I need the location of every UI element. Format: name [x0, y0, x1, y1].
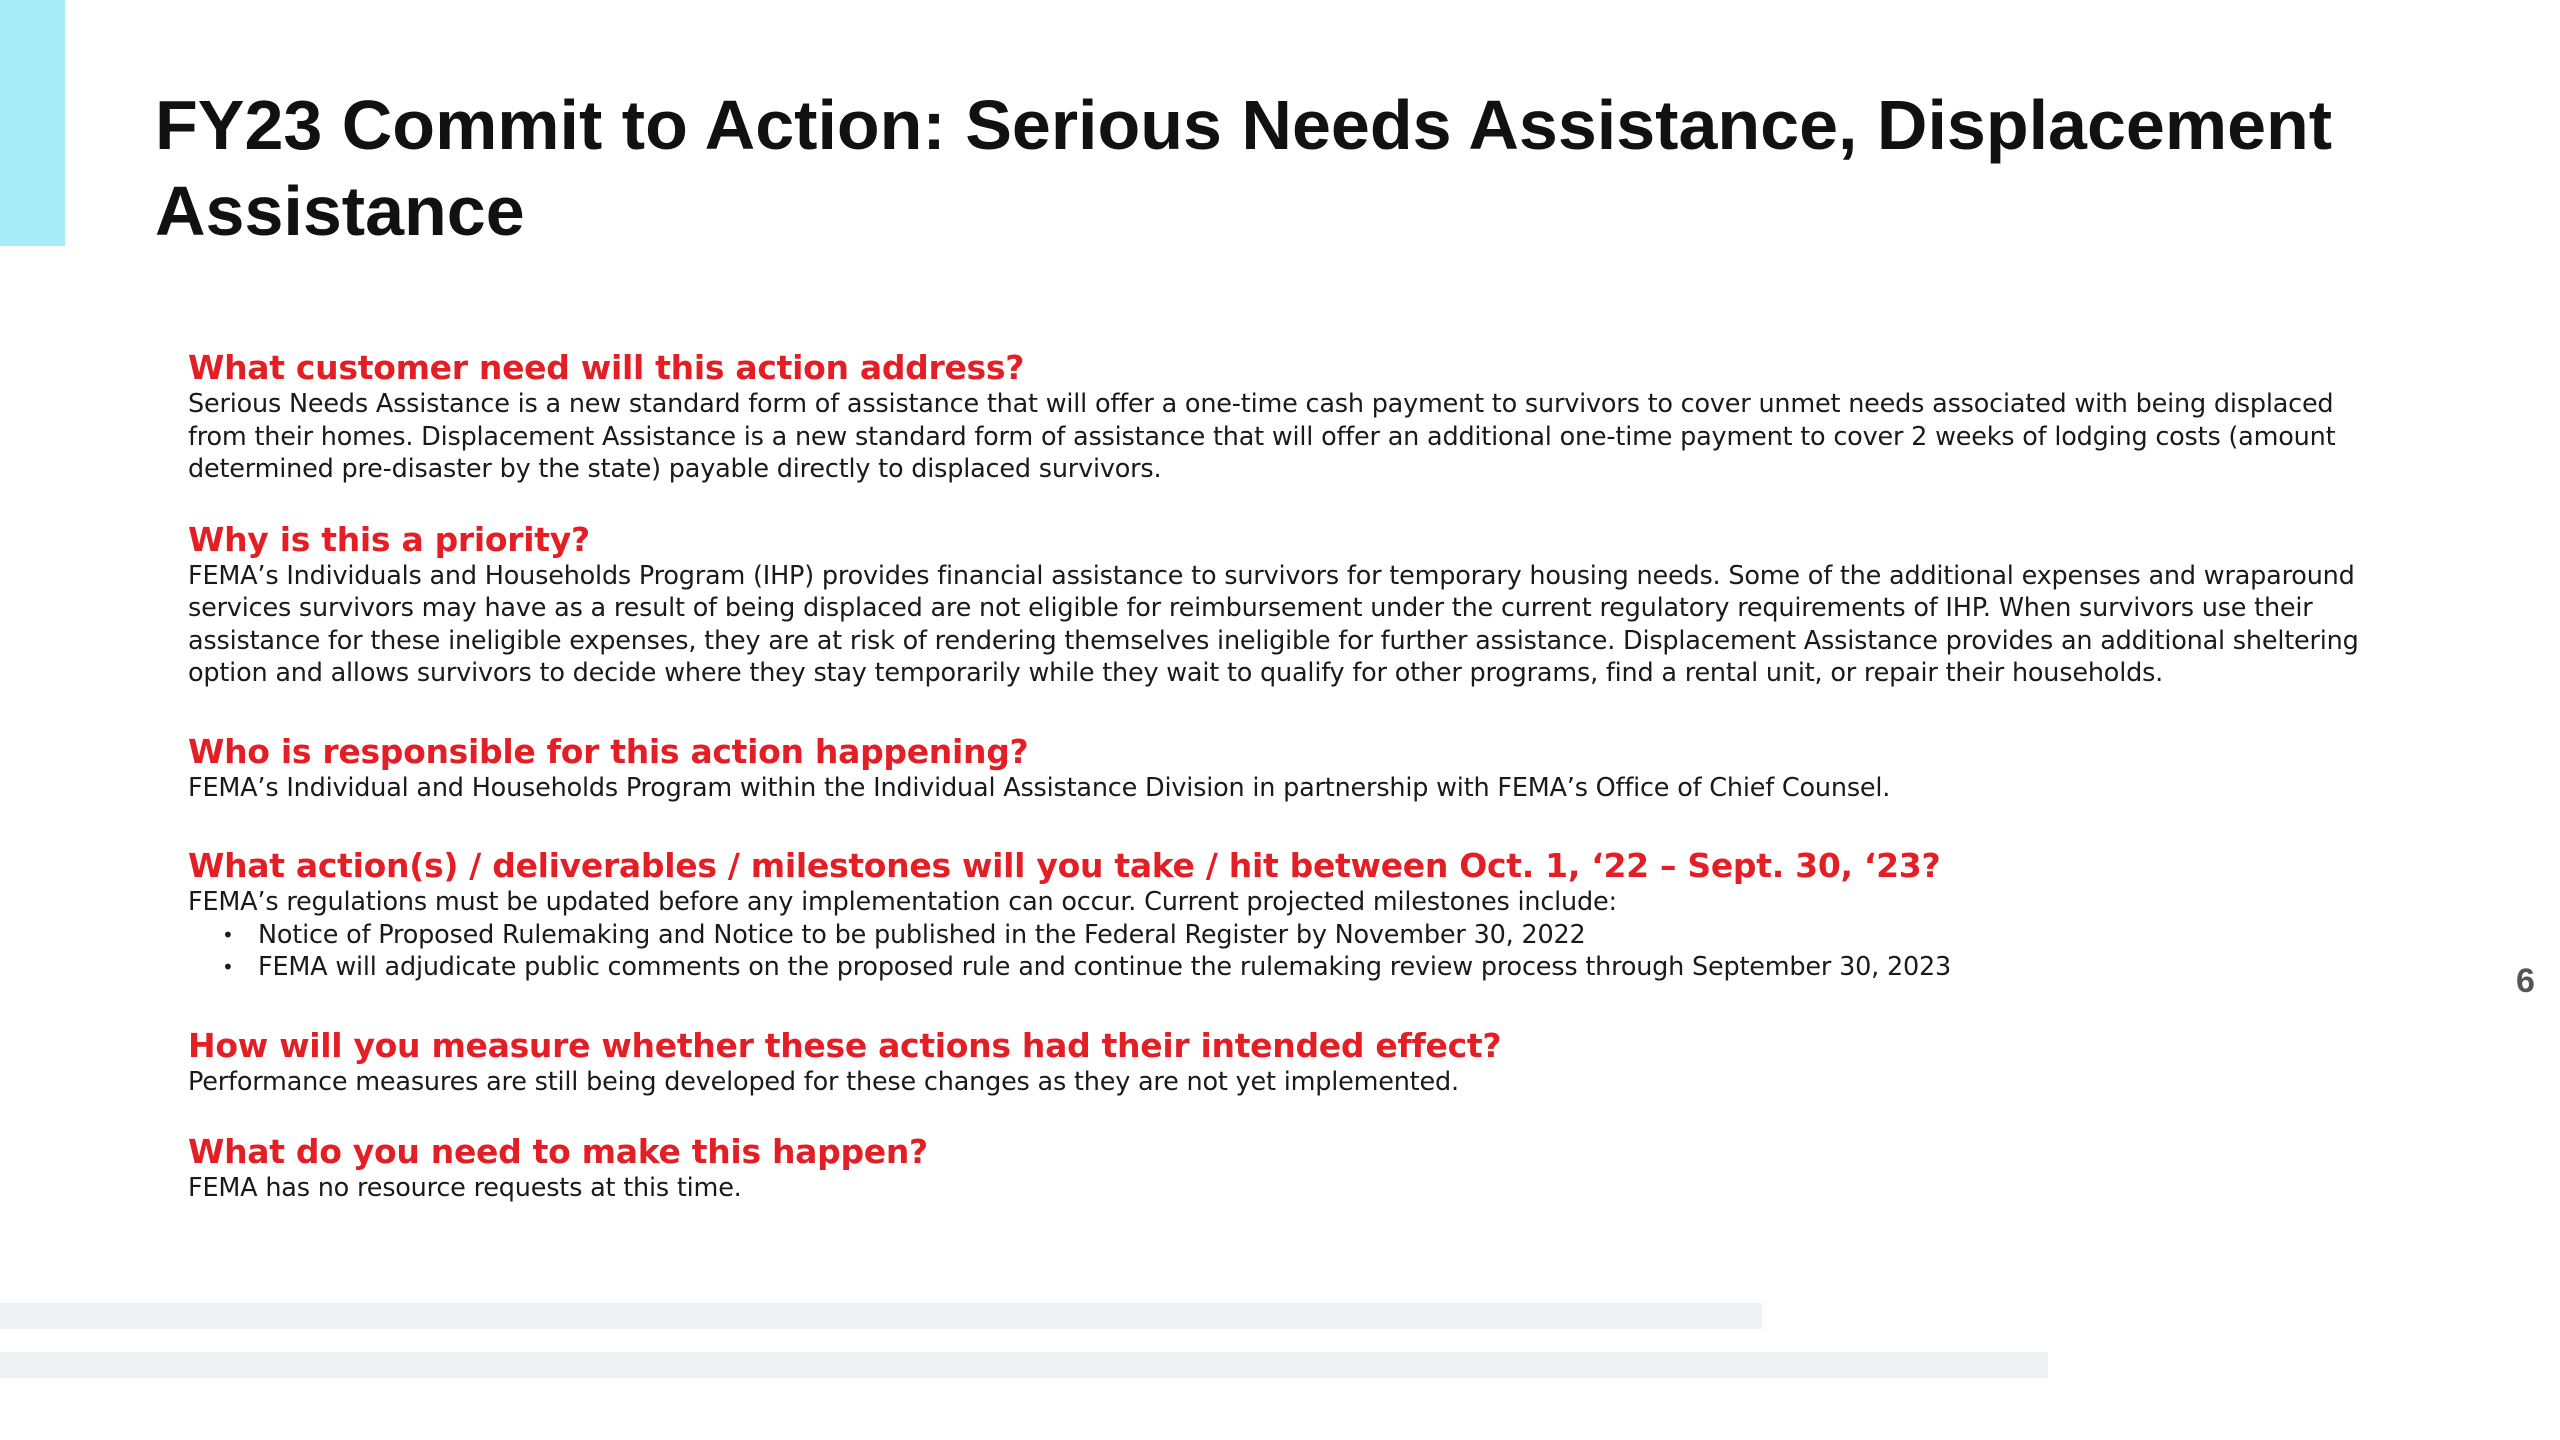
- section-responsible: [188, 732, 2368, 805]
- milestone-list: [188, 919, 2368, 984]
- bullet-icon: •: [222, 955, 234, 979]
- section-customer-need: [188, 348, 2368, 486]
- milestone-item: [222, 951, 2368, 984]
- section-question: What do you need to make this happen?: [188, 1132, 928, 1171]
- section-answer: FEMA’s Individuals and Households Program (IHP) provides financial assistance to survivors for temporary housing needs. Some of the additional expenses and wraparound services survivors may have as a result of being displaced are not eligible for reimbursement under the current regulatory requirements of IHP. When survivors use their assistance for these ineligible expenses, they are at risk of rendering themselves ineligible for further assistance. Displacement Assistance provides an additional sheltering option and allows survivors to decide where they stay temporarily while they wait to qualify for other programs, find a rental unit, or repair their households.: [188, 560, 2359, 688]
- section-priority: [188, 520, 2368, 690]
- section-question: Who is responsible for this action happening?: [188, 731, 1029, 771]
- footer-stripe: [0, 1303, 1762, 1329]
- page-number: 6: [2516, 962, 2535, 1000]
- section-resources: [188, 1132, 2368, 1205]
- bullet-icon: •: [222, 922, 234, 947]
- section-question: What action(s) / deliverables / milestones will you take / hit between Oct. 1, ‘22 – Sept. 30, ‘23?: [188, 846, 1941, 885]
- milestone-item: [222, 919, 2368, 952]
- section-answer: FEMA has no resource requests at this time.: [188, 1173, 742, 1203]
- section-answer: Serious Needs Assistance is a new standard form of assistance that will offer a one-time cash payment to survivors to cover unmet needs associated with being displaced from their homes. Displacement Assistance is a new standard form of assistance that will offer an additional one-time payment to cover 2 weeks of lodging costs (amount determined pre-disaster by the state) payable directly to displaced survivors.: [188, 389, 2336, 484]
- section-question: Why is this a priority?: [188, 519, 590, 559]
- slide-title: FY23 Commit to Action: Serious Needs Assistance, Displacement Assistance: [155, 86, 2333, 250]
- footer-stripe: [0, 1352, 2048, 1378]
- section-answer: FEMA’s Individual and Households Program within the Individual Assistance Division in partnership with FEMA’s Office of Chief Counsel.: [188, 772, 1891, 803]
- section-milestones: [188, 846, 2368, 984]
- milestone-text: FEMA will adjudicate public comments on the proposed rule and continue the rulemaking review process through September 30, 2023: [258, 952, 1952, 982]
- section-question: How will you measure whether these actions had their intended effect?: [188, 1025, 1502, 1065]
- section-answer: Performance measures are still being developed for these changes as they are not yet implemented.: [188, 1066, 1459, 1097]
- slide-content: [188, 348, 2368, 1205]
- section-answer: FEMA’s regulations must be updated before any implementation can occur. Current projected milestones include:: [188, 887, 1617, 917]
- section-measure: [188, 1026, 2368, 1099]
- accent-bar: [0, 0, 65, 246]
- section-question: What customer need will this action address?: [188, 348, 1025, 387]
- milestone-text: Notice of Proposed Rulemaking and Notice to be published in the Federal Register by November 30, 2022: [258, 919, 1586, 950]
